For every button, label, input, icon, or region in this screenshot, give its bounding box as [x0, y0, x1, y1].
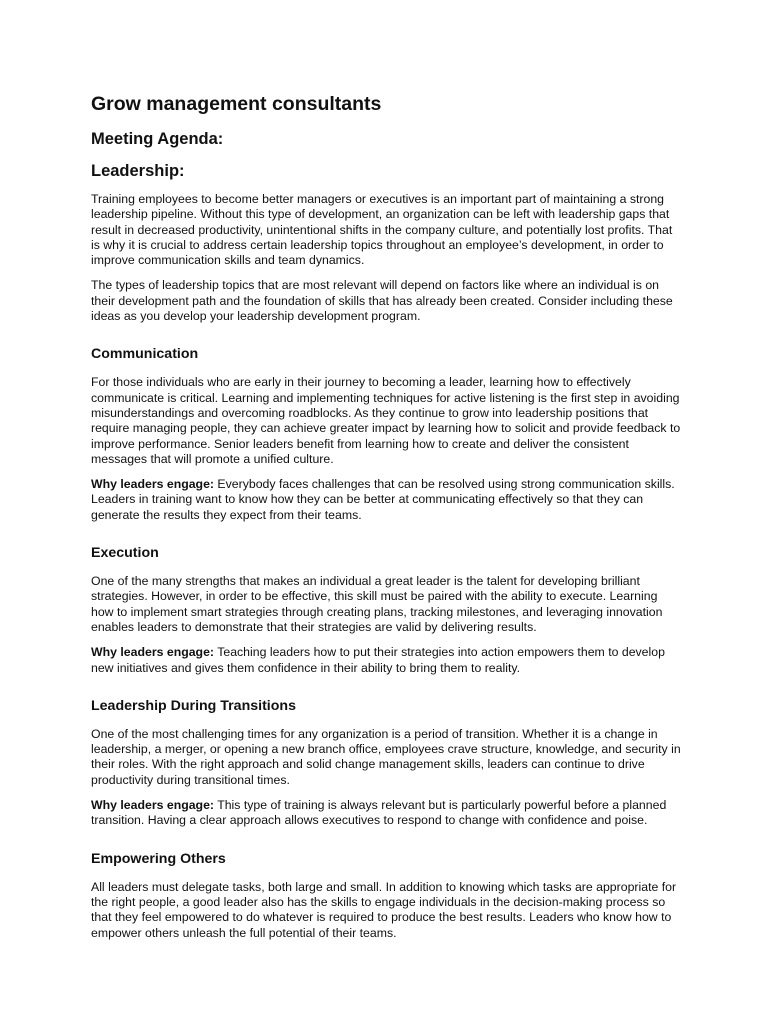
execution-why-text: Teaching leaders how to put their strategies into action empowers them to develop new initiatives and gives them confidence in their ability to bring them to reality. — [91, 645, 665, 675]
transitions-heading: Leadership During Transitions — [91, 697, 296, 714]
communication-why-paragraph — [91, 477, 681, 523]
transitions-why-text: This type of training is always relevant but is particularly powerful before a planned transition. Having a clear approach allows executives to respond to change with confidence and poise. — [91, 798, 667, 828]
leadership-paragraph-1: Training employees to become better managers or executives is an important part of maintaining a strong leadership pipeline. Without this type of development, an organization can be left with leadership gaps that result in decreased productivity, unintentional shifts in the company culture, and potentially lost profits. That is why it is crucial to address certain leadership topics throughout an employee’s development, in order to improve communication skills and team dynamics. — [91, 192, 673, 268]
document-content — [91, 92, 681, 951]
empowering-paragraph: All leaders must delegate tasks, both large and small. In addition to knowing which tasks are appropriate for the right people, a good leader also has the skills to engage individuals in the decision-making process so that they feel empowered to do whatever is required to produce the best results. Leaders who know how to empower others unleash the full potential of their teams. — [91, 879, 677, 940]
communication-paragraph: For those individuals who are early in their journey to becoming a leader, learning how to effectively communicate is critical. Learning and implementing techniques for active listening is the first step in avoiding misunderstandings and overcoming roadblocks. As they continue to grow into leadership positions that require managing people, they can achieve greater impact by learning how to solicit and provide feedback to improve performance. Senior leaders benefit from learning how to create and deliver the consistent messages that will promote a unified culture. — [91, 375, 681, 466]
leadership-paragraph-2: The types of leadership topics that are most relevant will depend on factors like where an individual is on their development path and the foundation of skills that has already been created. Consider including these ideas as you develop your leadership development program. — [91, 278, 673, 324]
execution-paragraph: One of the many strengths that makes an individual a great leader is the talent for developing brilliant strategies. However, in order to be effective, this skill must be paired with the ability to execute. Learning how to implement smart strategies through creating plans, tracking milestones, and leveraging innovation enables leaders to demonstrate that their strategies are valid by delivering results. — [91, 574, 663, 634]
agenda-heading: Meeting Agenda: — [91, 130, 224, 148]
empowering-heading: Empowering Others — [91, 850, 226, 867]
transitions-why-paragraph — [91, 798, 681, 829]
why-leaders-engage-label: Why leaders engage: — [91, 798, 215, 813]
execution-heading: Execution — [91, 545, 159, 562]
why-leaders-engage-label: Why leaders engage: — [91, 477, 215, 492]
execution-why-paragraph — [91, 645, 681, 676]
communication-heading: Communication — [91, 346, 199, 363]
document-title: Grow management consultants — [91, 93, 382, 115]
leadership-heading: Leadership: — [91, 162, 185, 180]
communication-why-text: Everybody faces challenges that can be resolved using strong communication skills. Leaders in training want to know how they can be better at communicating effectively so that they can generate the results they expect from their teams. — [91, 477, 675, 522]
transitions-paragraph: One of the most challenging times for any organization is a period of transition. Whether it is a change in leadership, a merger, or opening a new branch office, employees crave structure, knowledge, and security in their roles. With the right approach and solid change management skills, leaders can continue to drive productivity during transitional times. — [91, 726, 681, 787]
why-leaders-engage-label: Why leaders engage: — [91, 645, 215, 660]
